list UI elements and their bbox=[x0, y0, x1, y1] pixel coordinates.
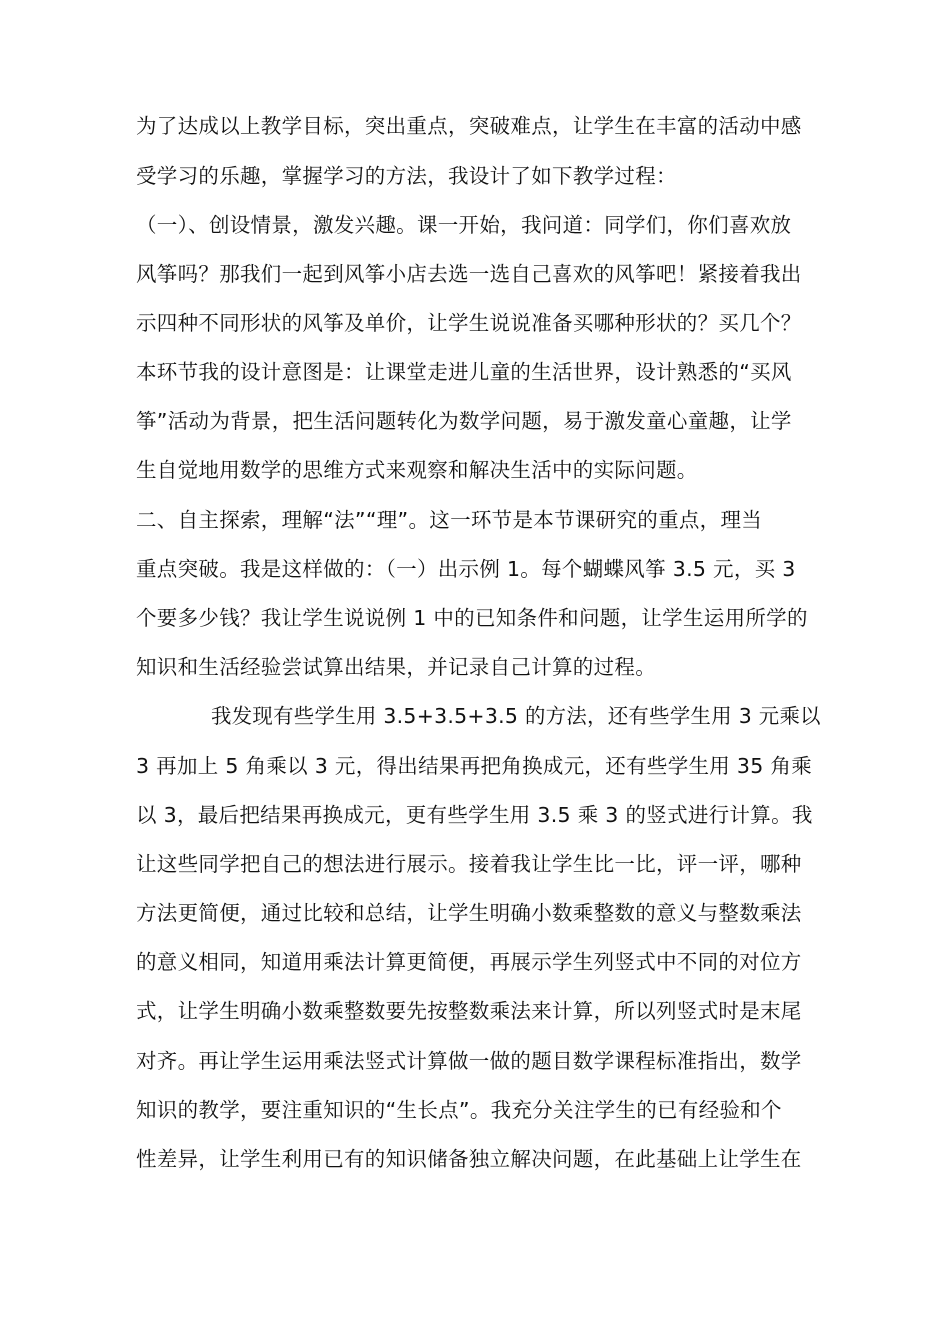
text-line: 示四种不同形状的风筝及单价，让学生说说准备买哪种形状的？买几个？ bbox=[136, 311, 802, 335]
text-line: 对齐。再让学生运用乘法竖式计算做一做的题目数学课程标准指出，数学 bbox=[136, 1049, 802, 1073]
text-line: 二、自主探索，理解“法”“理”。这一环节是本节课研究的重点，理当 bbox=[136, 508, 763, 532]
text-line: 受学习的乐趣，掌握学习的方法，我设计了如下教学过程： bbox=[136, 164, 677, 188]
text-line: 生自觉地用数学的思维方式来观察和解决生活中的实际问题。 bbox=[136, 458, 698, 482]
text-line: 的意义相同，知道用乘法计算更简便，再展示学生列竖式中不同的对位方 bbox=[136, 950, 802, 974]
text-line: 本环节我的设计意图是：让课堂走进儿童的生活世界，设计熟悉的“买风 bbox=[136, 360, 792, 384]
text-line: 知识和生活经验尝试算出结果，并记录自己计算的过程。 bbox=[136, 655, 656, 679]
text-line: 性差异，让学生利用已有的知识储备独立解决问题，在此基础上让学生在 bbox=[136, 1147, 802, 1171]
text-line: 方法更简便，通过比较和总结，让学生明确小数乘整数的意义与整数乘法 bbox=[136, 901, 802, 925]
text-line: 让这些同学把自己的想法进行展示。接着我让学生比一比，评一评，哪种 bbox=[136, 852, 802, 876]
text-line: 知识的教学，要注重知识的“生长点”。我充分关注学生的已有经验和个 bbox=[136, 1098, 782, 1122]
text-line-indented: 我发现有些学生用 3.5+3.5+3.5 的方法，还有些学生用 3 元乘以 bbox=[211, 704, 821, 728]
text-line: （一）、创设情景，激发兴趣。课一开始，我问道：同学们，你们喜欢放 bbox=[136, 213, 792, 237]
text-line: 个要多少钱？我让学生说说例 1 中的已知条件和问题，让学生运用所学的 bbox=[136, 606, 808, 630]
text-line: 筝”活动为背景，把生活问题转化为数学问题，易于激发童心童趣，让学 bbox=[136, 409, 792, 433]
text-line: 重点突破。我是这样做的：（一）出示例 1。每个蝴蝶风筝 3.5 元，买 3 bbox=[136, 557, 796, 581]
text-line: 为了达成以上教学目标，突出重点，突破难点，让学生在丰富的活动中感 bbox=[136, 114, 802, 138]
text-line: 以 3，最后把结果再换成元，更有些学生用 3.5 乘 3 的竖式进行计算。我 bbox=[136, 803, 813, 827]
text-line: 风筝吗？那我们一起到风筝小店去选一选自己喜欢的风筝吧！紧接着我出 bbox=[136, 262, 802, 286]
text-line: 3 再加上 5 角乘以 3 元，得出结果再把角换成元，还有些学生用 35 角乘 bbox=[136, 754, 813, 778]
text-line: 式，让学生明确小数乘整数要先按整数乘法来计算，所以列竖式时是末尾 bbox=[136, 999, 802, 1023]
